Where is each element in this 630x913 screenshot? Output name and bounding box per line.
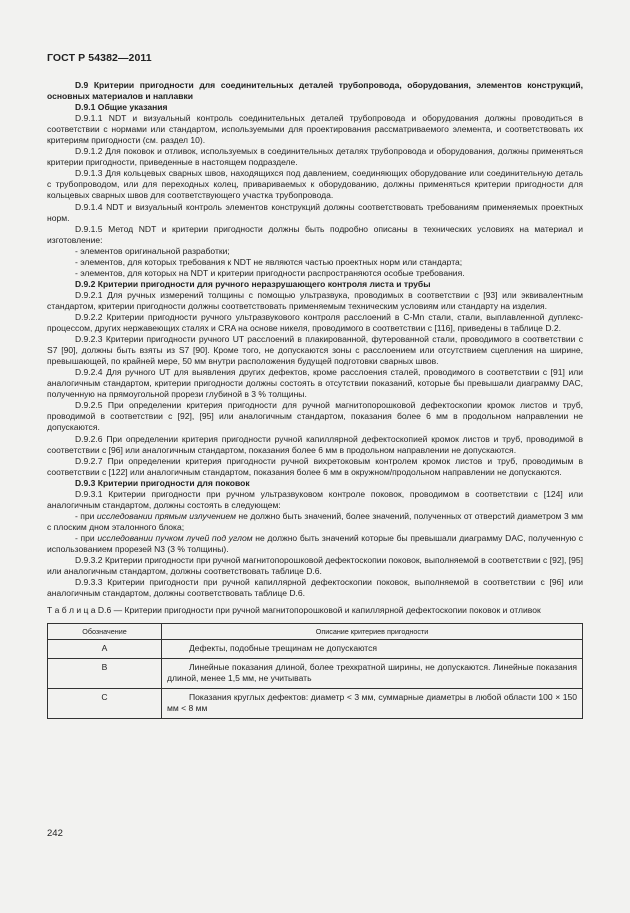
page-number: 242 — [47, 828, 63, 839]
paragraph-d926: D.9.2.6 При определении критерия пригодности ручной капиллярной дефектоскопией кромок листов и труб, проводимой в соответствии с [96] или аналогичным стандартом, показания более 6 мм в продольном направлении не допускаются. — [47, 433, 583, 455]
paragraph-d912: D.9.1.2 Для поковок и отливок, используемых в соединительных деталях трубопровода и оборудования, должны применяться критерии пригодности, приведенные в настоящем подразделе. — [47, 146, 583, 168]
column-header-code: Обозначение — [48, 624, 162, 640]
table-row — [48, 640, 583, 659]
italic-term: исследовании прямым излучением — [96, 510, 236, 521]
document-header: ГОСТ Р 54382—2011 — [47, 52, 152, 64]
paragraph-d925: D.9.2.5 При определении критерия пригодности для ручной магнитопорошковой дефектоскопии кромок листов и труб, проводимой в соответствии с [92], [95] или аналогичным стандартом, показания более 6 мм в продольном направлении не допускаются. — [47, 400, 583, 433]
table-cell-code: A — [48, 640, 162, 659]
section-heading-d9: D.9 Критерии пригодности для соединительных деталей трубопровода, оборудования, элементов конструкций, основных материалов и наплавки — [47, 80, 583, 102]
paragraph-d933: D.9.3.3 Критерии пригодности при ручной капиллярной дефектоскопии поковок, выполняемой в соответствии с [96] или аналогичным стандартом, должны соответствовать таблице D.6. — [47, 577, 583, 599]
paragraph-d921: D.9.2.1 Для ручных измерений толщины с помощью ультразвука, проводимых в соответствии с [93] или эквивалентным стандартом, критерии пригодности должны соответствовать применяемым техническим условиям или стандарту на изделия. — [47, 289, 583, 311]
paragraph-d914: D.9.1.4 NDT и визуальный контроль элементов конструкций должны соответствовать требованиям применяемых проектных норм. — [47, 201, 583, 223]
paragraph-d924: D.9.2.4 Для ручного UT для выявления других дефектов, кроме расслоения сталей, проводимого в соответствии с [91] или аналогичным стандартом, критерии пригодности должны состоять в отсутствии показаний, которые бы превышали диаграмму DAC, полученную на прямоугольной прорези глубиной в 3 % толщины. — [47, 367, 583, 400]
italic-term: исследовании пучком лучей под углом — [97, 532, 253, 543]
table-cell-description: Линейные показания длиной, более трехкратной ширины, не допускаются. Линейные показания длиной, менее 1,5 мм, не учитывать — [162, 659, 583, 689]
list-item: - элементов, для которых на NDT и критерии пригодности распространяются особые требования. — [75, 267, 465, 278]
table-cell-code: B — [48, 659, 162, 689]
paragraph-d931: D.9.3.1 Критерии пригодности при ручном ультразвуковом контроле поковок, проводимом в соответствии с [124] или аналогичным стандартом, должны состоять в следующем: — [47, 488, 583, 510]
table-caption: Т а б л и ц а D.6 — Критерии пригодности при ручной магнитопорошковой и капиллярной дефектоскопии поковок и отливок — [47, 605, 541, 616]
table-header-row — [48, 624, 583, 640]
section-heading-d93: D.9.3 Критерии пригодности для поковок — [75, 477, 250, 488]
section-heading-d92: D.9.2 Критерии пригодности для ручного неразрушающего контроля листа и трубы — [75, 278, 431, 289]
column-header-description: Описание критериев пригодности — [162, 624, 583, 640]
table-row — [48, 659, 583, 689]
table-cell-description: Дефекты, подобные трещинам не допускаются — [162, 640, 583, 659]
table-cell-description: Показания круглых дефектов: диаметр < 3 мм, суммарные диаметры в любой области 100 × 150 мм < 8 мм — [162, 689, 583, 719]
paragraph-d922: D.9.2.2 Критерии пригодности ручного ультразвукового контроля расслоений в C-Mn стали, стали, выплавленной дуплекс-процессом, других нержавеющих сталях и CRA на основе никеля, проводимого в соответствии с [116], приведены в таблице D.2. — [47, 311, 583, 334]
list-item: - элементов, для которых требования к NDT не являются частью проектных норм или стандарта; — [75, 256, 463, 267]
table-row — [48, 689, 583, 719]
list-item: - элементов оригинальной разработки; — [75, 245, 230, 256]
table-cell-code: C — [48, 689, 162, 719]
section-heading-d91: D.9.1 Общие указания — [75, 102, 168, 113]
text-run: - при — [75, 532, 98, 543]
criteria-table — [47, 623, 583, 719]
paragraph-d911: D.9.1.1 NDT и визуальный контроль соединительных деталей трубопровода и оборудования должны проводиться в соответствии с нормами или стандартом, используемыми для проектирования рассматриваемого элемента, и соответствовать их критериям пригодности (см. раздел 10). — [47, 113, 583, 146]
paragraph-d932: D.9.3.2 Критерии пригодности при ручной магнитопорошковой дефектоскопии поковок, выполняемой в соответствии с [92], [95] или аналогичным стандартом, должны соответствовать таблице D.6. — [47, 555, 583, 577]
paragraph-d931-angle — [47, 533, 583, 555]
paragraph-d915: D.9.1.5 Метод NDT и критерии пригодности должны быть подробно описаны в технических условиях на материал и изготовление: — [47, 223, 583, 245]
paragraph-d913: D.9.1.3 Для кольцевых сварных швов, находящихся под давлением, соединяющих оборудование или соединительную деталь с трубопроводом, или для переходных колец, привариваемых к оборудованию, должны применяться критерии пригодности для кольцевых сварных швов для соответствующего участка трубопровода. — [47, 168, 583, 201]
text-run: - при — [75, 510, 97, 521]
paragraph-d931-direct — [47, 511, 583, 533]
text-run: не должно быть значений, более значений, полученных от отверстий диаметром 3 мм с плоским дном эталонного блока; — [47, 510, 583, 532]
paragraph-d927: D.9.2.7 При определении критерия пригодности ручной вихретоковым контролем кромок листов и труб, проводимым в соответствии с [122] или аналогичным стандартом, показания более 6 мм в окружном/продольном направлении не допускаются. — [47, 455, 583, 477]
document-body — [47, 80, 583, 719]
text-run: не должно быть значений которые бы превышали диаграмму DAC, полученную с использованием прорезей N3 (3 % толщины). — [47, 532, 583, 554]
paragraph-d923: D.9.2.3 Критерии пригодности ручного UT расслоений в плакированной, футерованной стали, проводимого в соответствии с S7 [90], должны быть взяты из S7 [90]. Кроме того, не допускаются зоны с расслоением или отсутствием сцепления на ширине, превышающей, по крайней мере, 50 мм внутри расположения будущей подготовки сварных швов. — [47, 334, 583, 367]
